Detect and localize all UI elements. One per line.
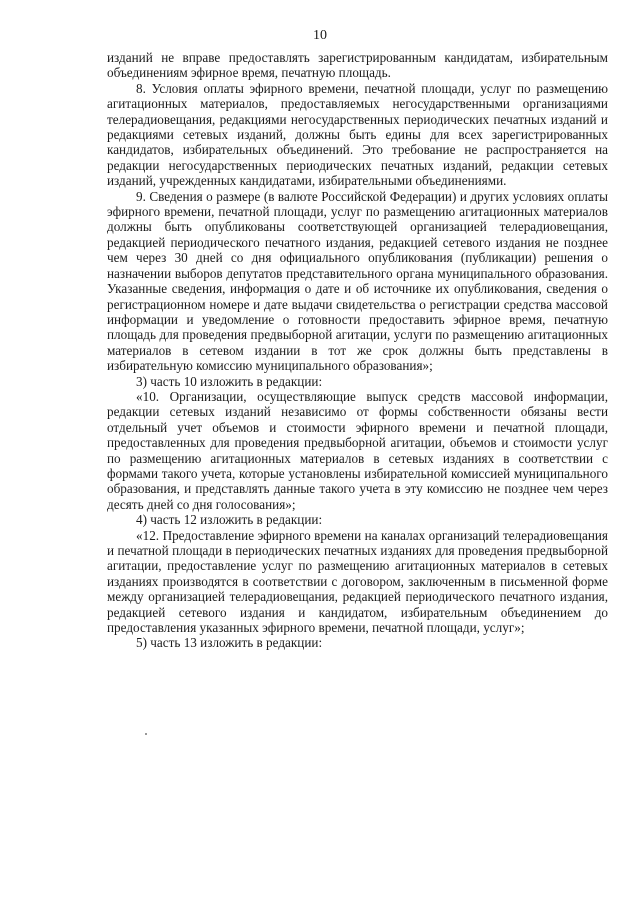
paragraph: изданий не вправе предоставлять зарегистрированным кандидатам, избирательным объединениям эфирное время, печатную площадь. bbox=[107, 50, 608, 81]
document-body bbox=[107, 50, 608, 651]
paragraph: 3) часть 10 изложить в редакции: bbox=[136, 373, 323, 389]
paragraph: 4) часть 12 изложить в редакции: bbox=[136, 512, 323, 528]
paragraph: 8. Условия оплаты эфирного времени, печатной площади, услуг по размещению агитационных материалов, предоставляемых негосударственными организациями телерадиовещания, редакциями негосударственных периодических печатных изданий и редакциями сетевых изданий, должны быть едины для всех зарегистрированных кандидатов, избирательных объединений. Это требование не распространяется на редакции негосударственных периодических печатных изданий, редакции сетевых изданий, учрежденных кандидатами, избирательными объединениями. bbox=[107, 80, 608, 189]
paragraph: 9. Сведения о размере (в валюте Российской Федерации) и других условиях оплаты эфирного времени, печатной площади, услуг по размещению агитационных материалов должны быть опубликованы соответствующей организацией телерадиовещания, редакцией периодического печатного издания, редакцией сетевого издания не позднее чем через 30 дней со дня официального опубликования (публикации) решения о назначении выборов депутатов представительного органа муниципального образования. Указанные сведения, информация о дате и об источнике их опубликования, сведения о регистрационном номере и дате выдачи свидетельства о регистрации средства массовой информации и уведомление о готовности предоставить эфирное время, печатную площадь для проведения предвыборной агитации, услуги по размещению агитационных материалов в сетевом издании в тот же срок должны быть представлены в избирательную комиссию муниципального образования»; bbox=[107, 188, 608, 374]
paragraph: «10. Организации, осуществляющие выпуск средств массовой информации, редакции сетевых изданий независимо от формы собственности обязаны вести отдельный учет объемов и стоимости эфирного времени и печатной площади, предоставленных для проведения предвыборной агитации, объемов и стоимости услуг по размещению агитационных материалов в сетевых изданиях в соответствии с формами такого учета, которые установлены избирательной комиссией муниципального образования, и представлять данные такого учета в эту комиссию не позднее чем через десять дней со дня голосования»; bbox=[107, 388, 608, 512]
page-number: 10 bbox=[313, 28, 327, 43]
scan-speck bbox=[145, 733, 147, 735]
paragraph: «12. Предоставление эфирного времени на каналах организаций телерадиовещания и печатной площади в периодических печатных изданиях для проведения предвыборной агитации, предоставление услуг по размещению агитационных материалов в сетевых изданиях производятся в соответствии с договором, заключенным в письменной форме между организацией телерадиовещания, редакцией периодического печатного издания, редакцией сетевого издания и кандидатом, избирательным объединением до предоставления указанных эфирного времени, печатной площади, услуг»; bbox=[107, 527, 608, 636]
paragraph: 5) часть 13 изложить в редакции: bbox=[136, 635, 323, 651]
